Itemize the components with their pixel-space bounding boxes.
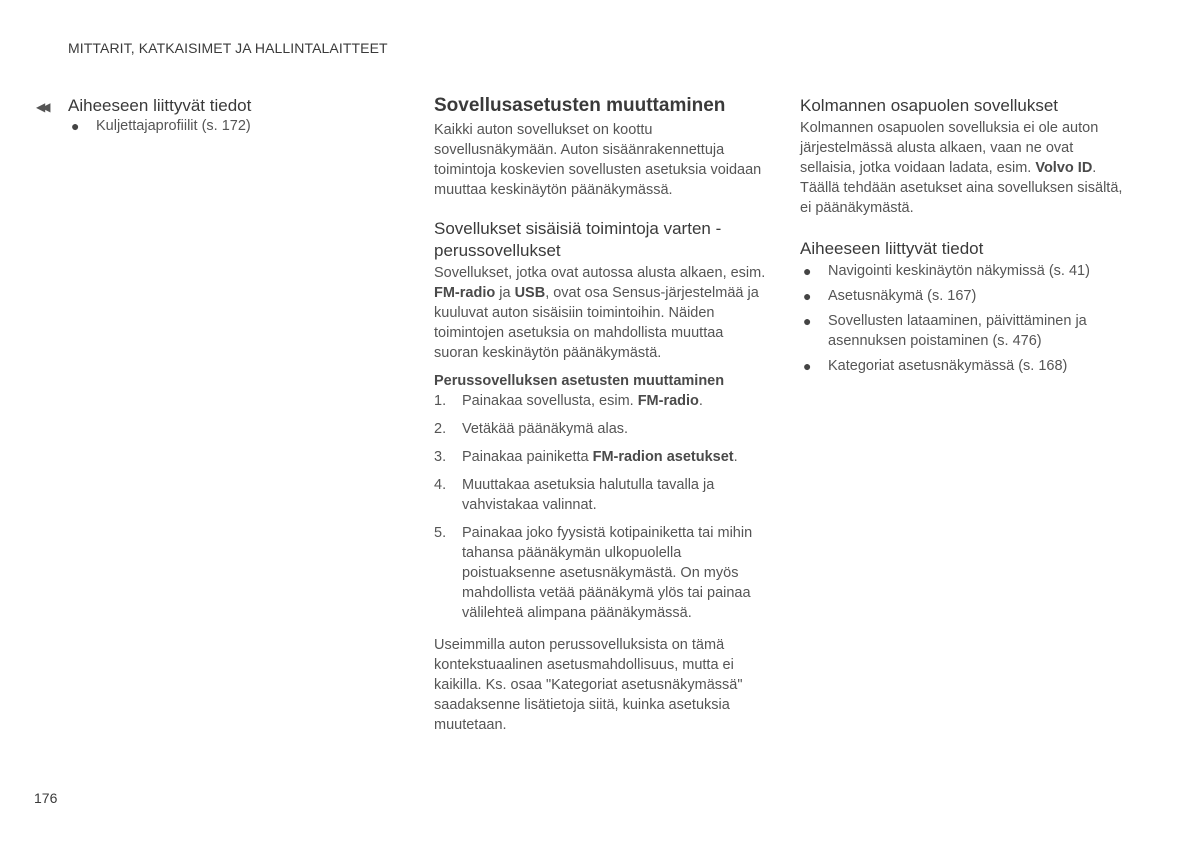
left-column	[36, 94, 378, 141]
related-info-title: Aiheeseen liittyvät tiedot	[800, 239, 984, 258]
step-item: 3. Painakaa painiketta FM-radion asetukset.	[434, 449, 738, 465]
third-party-paragraph: Kolmannen osapuolen sovelluksia ei ole auton järjestelmässä alusta alkaen, vaan ne ovat sellaisia, jotka voidaan ladata, esim. Volvo ID. Täällä tehdään asetukset aina sovelluksen sisältä, ei päänäkymästä.	[800, 120, 1123, 216]
third-party-title: Kolmannen osapuolen sovellukset	[800, 96, 1059, 115]
step-item: 2. Vetäkää päänäkymä alas.	[434, 421, 629, 437]
list-item[interactable]: ● Kuljettajaprofiilit (s. 172)	[71, 118, 251, 134]
related-info-list	[800, 261, 1130, 376]
bullet-icon: ●	[803, 313, 812, 329]
bullet-icon: ●	[803, 288, 812, 304]
back-arrow-icon[interactable]: ◀◀	[36, 100, 47, 114]
closing-paragraph: Useimmilla auton perussovelluksista on tämä kontekstuaalinen asetusmahdollisuus, mutta ei kaikilla. Ks. osaa "Kategoriat asetusnäkymässä" saadaksenne lisätietoja siitä, kuinka asetuksia muutetaan.	[434, 637, 743, 733]
related-info-title: Aiheeseen liittyvät tiedot	[68, 96, 252, 115]
bullet-icon: ●	[803, 358, 812, 374]
list-item[interactable]: ● Kategoriat asetusnäkymässä (s. 168)	[803, 358, 1068, 374]
step-item: 5. Painakaa joko fyysistä kotipainiketta tai mihin tahansa päänäkymän ulkopuolella poistuaksenne asetusnäkymästä. On myös mahdollista vetää päänäkymä ylös tai painaa välilehteä alimpana päänäkymässä.	[434, 525, 753, 621]
page-number: 176	[34, 790, 58, 806]
running-header: MITTARIT, KATKAISIMET JA HALLINTALAITTEET	[68, 40, 388, 56]
bullet-icon: ●	[803, 263, 812, 279]
list-item[interactable]: ● Sovellusten lataaminen, päivittäminen ja asennuksen poistaminen (s. 476)	[803, 313, 1087, 349]
list-item[interactable]: ● Asetusnäkymä (s. 167)	[803, 288, 977, 304]
related-info-heading	[36, 96, 378, 116]
steps-heading: Perussovelluksen asetusten muuttaminen	[434, 373, 725, 389]
subsection-title: Sovellukset sisäisiä toimintoja varten - perussovellukset	[434, 219, 722, 260]
step-item: 4. Muuttakaa asetuksia halutulla tavalla ja vahvistakaa valinnat.	[434, 477, 715, 513]
middle-column	[434, 94, 769, 735]
bullet-icon: ●	[71, 118, 80, 134]
intro-paragraph: Kaikki auton sovellukset on koottu sovellusnäkymään. Auton sisäänrakennettuja toimintoja koskevien sovellusten asetuksia voidaan muuttaa keskinäytön päänäkymässä.	[434, 122, 762, 198]
step-item: 1. Painakaa sovellusta, esim. FM-radio.	[434, 393, 703, 409]
list-item[interactable]: ● Navigointi keskinäytön näkymissä (s. 41)	[803, 263, 1090, 279]
basic-apps-paragraph: Sovellukset, jotka ovat autossa alusta alkaen, esim. FM-radio ja USB, ovat osa Sensus-järjestelmää ja kuuluvat auton sisäisiin toimintoihin. Näiden toimintojen asetuksia on mahdollista muuttaa suoran keskinäytön päänäkymästä.	[434, 265, 766, 361]
steps-list	[434, 391, 769, 623]
related-info-list	[68, 116, 378, 136]
section-title: Sovellusasetusten muuttaminen	[434, 95, 726, 116]
right-column	[800, 94, 1130, 381]
